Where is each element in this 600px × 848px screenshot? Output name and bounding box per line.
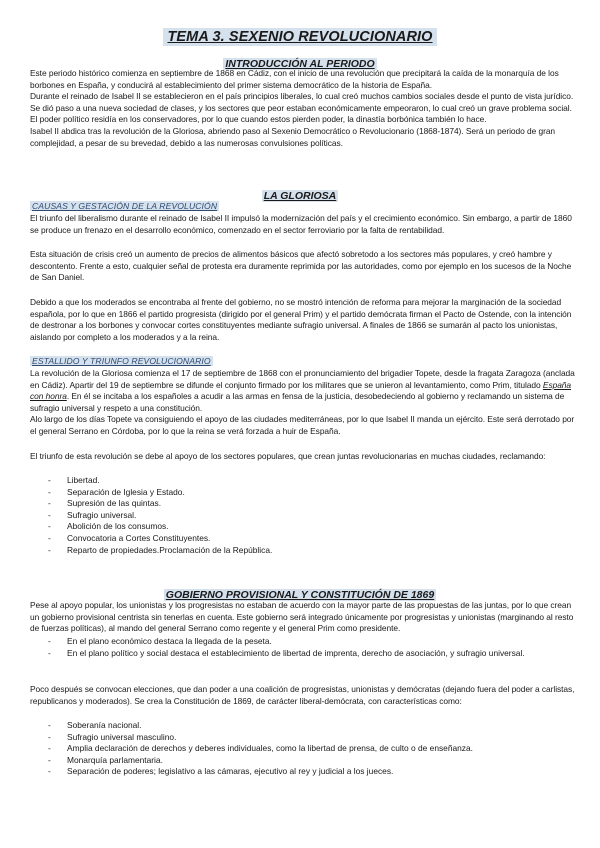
title-block xyxy=(0,28,600,46)
list-item: - En el plano político y social destaca el establecimiento de libertad de imprenta, derecho de asociación, y sufragio universal. xyxy=(48,648,558,660)
estallido-heading: ESTALLIDO Y TRIUNFO REVOLUCIONARIO xyxy=(32,356,211,366)
list-item: - Separación de poderes; legislativo a las cámaras, ejecutivo al rey y judicial a los jueces. xyxy=(48,766,558,778)
intro-paragraph: Durante el reinado de Isabel II se establecieron en el país principios liberales, lo cual creó muchos cambios sociales desde el punto de vista jurídico. Se dió paso a una nueva sociedad de clases, y los sectores que peor estaban económicamente empeoraron, lo cual creó un grave problema social. xyxy=(30,91,574,113)
list-item: - Sufragio universal masculino. xyxy=(48,732,558,744)
gobierno-list-1 xyxy=(48,636,558,659)
list-item: - Libertad. xyxy=(48,475,272,487)
estallido-text-before: La revolución de la Gloriosa comienza el 17 de septiembre de 1868 con el pronunciamiento del brigadier Topete, desde la fragata Zaragoza (anclada en Cádiz). Apartir del 19 de septiembre se difunde el conjunto firmado por los militares que se unieron al levantamiento, como Prim, titulado xyxy=(30,368,575,390)
intro-heading: INTRODUCCIÓN AL PERIODO xyxy=(225,58,375,70)
list-item: - Soberanía nacional. xyxy=(48,720,558,732)
juntas-intro xyxy=(30,451,575,463)
gobierno-text-2 xyxy=(30,684,575,707)
causas-paragraph: Esta situación de crisis creó un aumento de precios de alimentos básicos que afectó sobretodo a los sectores más populares, y creó hambre y descontento. Frente a esto, cualquier señal de protesta era duramente reprimida por las autoridades, como por ejemplo en los sucesos de la Noche de San Daniel. xyxy=(30,249,572,283)
estallido-text-after: . En él se incitaba a los españoles a acudir a las armas en fensa de la justicia, desobedeciendo al gobierno y reclamando un sistema de sufragio universal y respeto a una constitución. xyxy=(30,391,565,413)
list-item: - Monarquía parlamentaria. xyxy=(48,755,558,767)
causas-paragraph: Debido a que los moderados se encontraba al frente del gobierno, no se mostró intención de reforma para mejorar la marginación de la sociedad española, por lo que en 1866 el partido progresista (dirigido por el general Prim) y el partido demócrata firman el Pacto de Ostende, con la intención de destronar a los borbones y convocar cortes constituyentes mediante sufragio universal. A finales de 1866 se sumarán al pacto los unionistas, aislando por completo a los moderados y a la reina. xyxy=(30,297,572,342)
gloriosa-heading: LA GLORIOSA xyxy=(263,190,337,202)
list-item: - Abolición de los consumos. xyxy=(48,521,272,533)
list-item: - Convocatoria a Cortes Constituyentes. xyxy=(48,533,272,545)
page-title: TEMA 3. SEXENIO REVOLUCIONARIO xyxy=(163,28,436,46)
gobierno-paragraph: Pese al apoyo popular, los unionistas y los progresistas no estaban de acuerdo con la mayor parte de las propuestas de las juntas, por lo que crean un gobierno provisional centrista sin tenerlas en cuenta. Este gobierno será integrado únicamente por progresistas y unionistas (marginando al resto de fuerzas políticas), al mando del general Serrano como regente y el general Prim como presidente. xyxy=(30,600,574,634)
juntas-demands-list xyxy=(48,475,272,556)
estallido-paragraph-1 xyxy=(30,368,575,414)
list-item: - Supresión de las quintas. xyxy=(48,498,272,510)
intro-paragraph: El poder político residía en los conservadores, por lo que cuando estos pierden poder, la dinastía borbónica también lo hace. xyxy=(30,114,487,125)
intro-text xyxy=(30,68,575,149)
list-item: - Sufragio universal. xyxy=(48,510,272,522)
constitution-features-list xyxy=(48,720,558,778)
causas-heading: CAUSAS Y GESTACIÓN DE LA REVOLUCIÓN xyxy=(32,201,218,211)
list-item: - Separación de Iglesia y Estado. xyxy=(48,487,272,499)
gobierno-heading: GOBIERNO PROVISIONAL Y CONSTITUCIÓN DE 1869 xyxy=(165,589,435,601)
list-item: - Amplia declaración de derechos y deberes individuales, como la libertad de prensa, de culto o de enseñanza. xyxy=(48,743,558,755)
intro-paragraph: Isabel II abdica tras la revolución de la Gloriosa, abriendo paso al Sexenio Democrático o Revolucionario (1868-1874). Será un periodo de gran complejidad, a pesar de su brevedad, debido a las numerosas convulsiones políticas. xyxy=(30,125,556,148)
gobierno-text-1 xyxy=(30,600,575,635)
gobierno-paragraph: Poco después se convocan elecciones, que dan poder a una coalición de progresistas, unionistas y demócratas (dejando fuera del poder a carlistas, republicanos y moderados). Se crea la Constitución de 1869, de carácter liberal-demócrata, con características como: xyxy=(30,684,575,706)
estallido-text xyxy=(30,368,575,438)
estallido-paragraph-2: Alo largo de los días Topete va consiguiendo el apoyo de las ciudades mediterráneas, por lo que Isabel II manda un ejército. Este será derrotado por el general Serrano en Córdoba, por lo que la reina se verá forzada a huir de España. xyxy=(30,414,575,436)
causas-text-1 xyxy=(30,213,575,236)
manifesto-title: España con honra xyxy=(30,379,572,402)
intro-paragraph: Este periodo histórico comienza en septiembre de 1868 en Cádiz, con el inicio de una revolución que precipitará la caída de la monarquía de los borbones en España, y conducirá al establecimiento del primer sistema democrático de la historia de España. xyxy=(30,68,559,90)
causas-paragraph: El triunfo del liberalismo durante el reinado de Isabel II impulsó la modernización del país y el crecimiento económico. Sin embargo, a partir de 1860 se produce un frenazo en el desarrollo económico, comenzado en el sector ferroviario por la falta de rentabilidad. xyxy=(30,213,572,235)
list-item: - En el plano económico destaca la llegada de la peseta. xyxy=(48,636,558,648)
causas-text-3 xyxy=(30,297,575,343)
causas-text-2 xyxy=(30,249,575,284)
list-item: - Reparto de propiedades.Proclamación de la República. xyxy=(48,545,272,557)
juntas-intro-text: El triunfo de esta revolución se debe al apoyo de los sectores populares, que crean juntas revolucionarias en muchas ciudades, reclamando: xyxy=(30,451,546,461)
